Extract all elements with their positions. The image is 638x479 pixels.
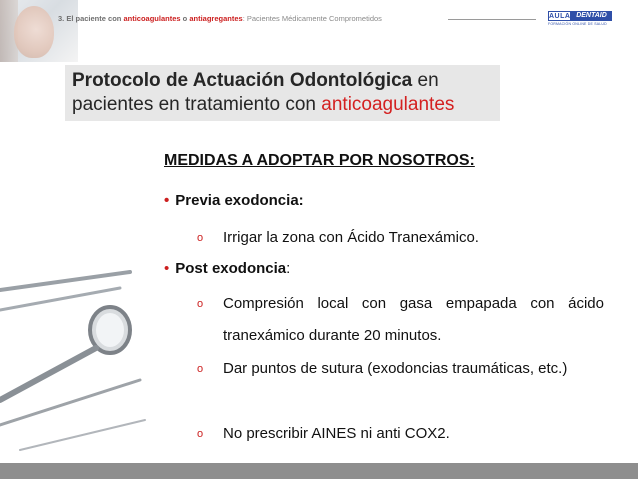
logo-dentaid: DENTAID — [571, 11, 612, 21]
title-line-1 — [72, 69, 494, 93]
probe-1 — [0, 272, 130, 290]
list-item — [197, 222, 604, 254]
title-bold: Protocolo de Actuación Odontológica — [72, 70, 413, 91]
bullet-dot: • — [164, 260, 170, 277]
mirror-glass — [96, 313, 124, 347]
header-divider — [448, 19, 536, 20]
footer-bar — [0, 463, 638, 479]
title-rest: en — [417, 70, 439, 91]
aula-dentaid-logo — [548, 11, 612, 29]
mirror-handle — [0, 348, 96, 400]
bullet-dot: • — [164, 192, 170, 209]
title-line-2 — [72, 93, 494, 117]
title-red: anticoagulantes — [321, 94, 455, 115]
title-box — [65, 65, 500, 121]
breadcrumb-suffix: : Pacientes Médicamente Comprometidos — [242, 14, 382, 23]
breadcrumb-prefix: 3. El paciente con — [58, 14, 122, 23]
breadcrumb-connector: o — [182, 14, 188, 23]
title-prefix: pacientes en tratamiento con — [72, 94, 316, 115]
list-item — [197, 288, 604, 352]
post-label: Post exodoncia — [175, 260, 287, 277]
breadcrumb — [58, 12, 382, 26]
probe-4 — [20, 420, 145, 450]
sub-bullet: o — [197, 232, 204, 244]
photo-face — [14, 6, 54, 58]
pre-label: Previa exodoncia: — [175, 192, 304, 209]
bullet-pre-exodoncia — [164, 192, 304, 209]
list-item-text: Dar puntos de sutura (exodoncias traumáticas, etc.) — [223, 360, 568, 377]
bullet-post-exodoncia — [164, 260, 290, 277]
dental-instruments-illustration — [0, 270, 150, 460]
post-colon: : — [286, 260, 291, 277]
list-item-text: No prescribir AINES ni anti COX2. — [223, 425, 450, 442]
list-item — [197, 418, 604, 450]
list-item-text: Irrigar la zona con Ácido Tranexámico. — [223, 229, 479, 246]
sub-bullet: o — [197, 428, 204, 440]
logo-tagline: FORMACIÓN ONLINE DE SALUD — [548, 22, 607, 26]
measures-heading: MEDIDAS A ADOPTAR POR NOSOTROS: — [164, 152, 475, 169]
list-item — [197, 353, 604, 385]
list-item-text: Compresión local con gasa empapada con ácido tranexámico durante 20 minutos. — [223, 295, 604, 344]
breadcrumb-term2: antiagregantes — [189, 14, 243, 23]
breadcrumb-term1: anticoagulantes — [123, 14, 181, 23]
sub-bullet: o — [197, 298, 204, 310]
sub-bullet: o — [197, 363, 204, 375]
logo-aula: AULA — [549, 13, 571, 20]
header-photo — [0, 0, 78, 62]
